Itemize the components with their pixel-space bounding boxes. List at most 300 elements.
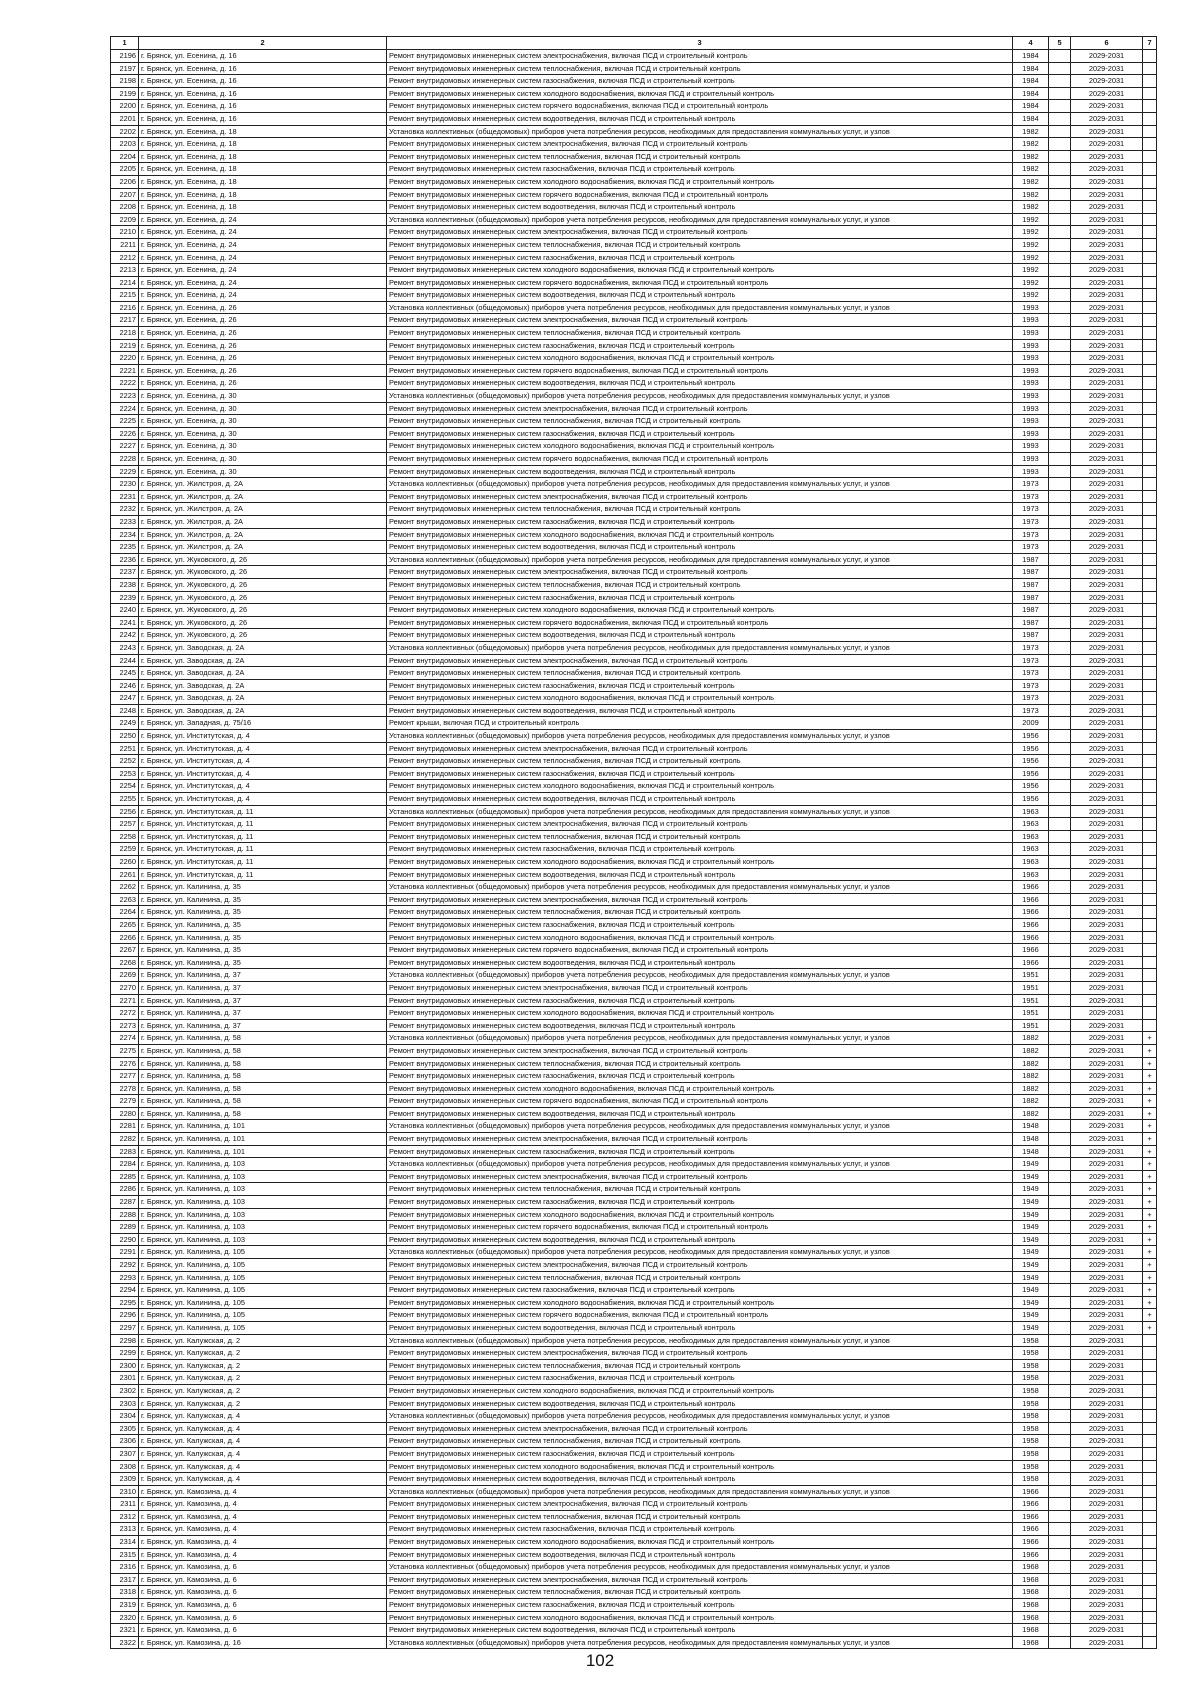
- work-type-cell: Ремонт внутридомовых инженерных систем холодного водоснабжения, включая ПСД и строительный контроль: [387, 856, 1013, 869]
- period-cell: 2029-2031: [1071, 163, 1143, 176]
- col-5-cell: [1049, 944, 1071, 957]
- period-cell: 2029-2031: [1071, 75, 1143, 88]
- row-number-cell: 2230: [111, 478, 139, 491]
- table-row: [111, 1057, 1157, 1070]
- work-type-cell: Ремонт внутридомовых инженерных систем газоснабжения, включая ПСД и строительный контроль: [387, 1145, 1013, 1158]
- address-cell: г. Брянск, ул. Есенина, д. 26: [139, 339, 387, 352]
- address-cell: г. Брянск, ул. Есенина, д. 18: [139, 138, 387, 151]
- table-row: [111, 1271, 1157, 1284]
- period-cell: 2029-2031: [1071, 931, 1143, 944]
- header-col-1: 1: [111, 37, 139, 50]
- period-cell: 2029-2031: [1071, 1208, 1143, 1221]
- row-number-cell: 2248: [111, 704, 139, 717]
- col-5-cell: [1049, 364, 1071, 377]
- row-number-cell: 2225: [111, 415, 139, 428]
- work-type-cell: Ремонт внутридомовых инженерных систем холодного водоснабжения, включая ПСД и строительный контроль: [387, 604, 1013, 617]
- col-5-cell: [1049, 415, 1071, 428]
- table-row: [111, 1208, 1157, 1221]
- build-year-cell: 1949: [1013, 1259, 1049, 1272]
- address-cell: г. Брянск, ул. Жилстроя, д. 2А: [139, 503, 387, 516]
- work-type-cell: Ремонт внутридомовых инженерных систем водоотведения, включая ПСД и строительный контроль: [387, 201, 1013, 214]
- period-cell: 2029-2031: [1071, 1057, 1143, 1070]
- period-cell: 2029-2031: [1071, 1599, 1143, 1612]
- build-year-cell: 1948: [1013, 1133, 1049, 1146]
- build-year-cell: 1963: [1013, 843, 1049, 856]
- build-year-cell: 1882: [1013, 1057, 1049, 1070]
- table-row: [111, 704, 1157, 717]
- table-row: [111, 767, 1157, 780]
- build-year-cell: 1949: [1013, 1208, 1049, 1221]
- build-year-cell: 1958: [1013, 1359, 1049, 1372]
- row-number-cell: 2288: [111, 1208, 139, 1221]
- build-year-cell: 1966: [1013, 1498, 1049, 1511]
- period-cell: 2029-2031: [1071, 390, 1143, 403]
- table-row: [111, 679, 1157, 692]
- flag-cell: [1143, 780, 1157, 793]
- work-type-cell: Ремонт внутридомовых инженерных систем теплоснабжения, включая ПСД и строительный контроль: [387, 830, 1013, 843]
- col-5-cell: [1049, 918, 1071, 931]
- work-type-cell: Ремонт внутридомовых инженерных систем холодного водоснабжения, включая ПСД и строительный контроль: [387, 87, 1013, 100]
- row-number-cell: 2251: [111, 742, 139, 755]
- build-year-cell: 1973: [1013, 654, 1049, 667]
- flag-cell: [1143, 440, 1157, 453]
- work-type-cell: Ремонт внутридомовых инженерных систем горячего водоснабжения, включая ПСД и строительный контроль: [387, 1221, 1013, 1234]
- page-number: 102: [585, 1651, 615, 1670]
- work-type-cell: Ремонт внутридомовых инженерных систем электроснабжения, включая ПСД и строительный контроль: [387, 1170, 1013, 1183]
- build-year-cell: 1992: [1013, 251, 1049, 264]
- build-year-cell: 1951: [1013, 981, 1049, 994]
- build-year-cell: 1984: [1013, 62, 1049, 75]
- flag-cell: +: [1143, 1183, 1157, 1196]
- work-type-cell: Ремонт внутридомовых инженерных систем водоотведения, включая ПСД и строительный контроль: [387, 1548, 1013, 1561]
- row-number-cell: 2268: [111, 956, 139, 969]
- col-5-cell: [1049, 528, 1071, 541]
- flag-cell: [1143, 1611, 1157, 1624]
- work-type-cell: Ремонт внутридомовых инженерных систем газоснабжения, включая ПСД и строительный контроль: [387, 427, 1013, 440]
- table-row: [111, 238, 1157, 251]
- row-number-cell: 2320: [111, 1611, 139, 1624]
- build-year-cell: 1949: [1013, 1321, 1049, 1334]
- row-number-cell: 2227: [111, 440, 139, 453]
- col-5-cell: [1049, 893, 1071, 906]
- build-year-cell: 1966: [1013, 944, 1049, 957]
- row-number-cell: 2321: [111, 1624, 139, 1637]
- table-row: [111, 528, 1157, 541]
- row-number-cell: 2242: [111, 629, 139, 642]
- col-5-cell: [1049, 1611, 1071, 1624]
- table-row: [111, 1498, 1157, 1511]
- table-row: [111, 1573, 1157, 1586]
- row-number-cell: 2245: [111, 667, 139, 680]
- row-number-cell: 2319: [111, 1599, 139, 1612]
- table-row: [111, 1246, 1157, 1259]
- row-number-cell: 2286: [111, 1183, 139, 1196]
- period-cell: 2029-2031: [1071, 704, 1143, 717]
- table-row: [111, 1561, 1157, 1574]
- work-type-cell: Ремонт внутридомовых инженерных систем водоотведения, включая ПСД и строительный контроль: [387, 1473, 1013, 1486]
- period-cell: 2029-2031: [1071, 402, 1143, 415]
- col-5-cell: [1049, 1510, 1071, 1523]
- address-cell: г. Брянск, ул. Есенина, д. 24: [139, 264, 387, 277]
- build-year-cell: 1968: [1013, 1573, 1049, 1586]
- table-row: [111, 805, 1157, 818]
- row-number-cell: 2224: [111, 402, 139, 415]
- work-type-cell: Ремонт внутридомовых инженерных систем водоотведения, включая ПСД и строительный контроль: [387, 956, 1013, 969]
- flag-cell: [1143, 264, 1157, 277]
- flag-cell: [1143, 112, 1157, 125]
- address-cell: г. Брянск, ул. Институтская, д. 4: [139, 730, 387, 743]
- table-row: [111, 1032, 1157, 1045]
- flag-cell: [1143, 654, 1157, 667]
- col-5-cell: [1049, 981, 1071, 994]
- flag-cell: [1143, 1473, 1157, 1486]
- table-row: [111, 1120, 1157, 1133]
- flag-cell: [1143, 364, 1157, 377]
- col-5-cell: [1049, 780, 1071, 793]
- period-cell: 2029-2031: [1071, 566, 1143, 579]
- flag-cell: [1143, 704, 1157, 717]
- flag-cell: +: [1143, 1032, 1157, 1045]
- table-row: [111, 541, 1157, 554]
- period-cell: 2029-2031: [1071, 364, 1143, 377]
- work-type-cell: Ремонт внутридомовых инженерных систем газоснабжения, включая ПСД и строительный контроль: [387, 1372, 1013, 1385]
- address-cell: г. Брянск, ул. Калинина, д. 35: [139, 881, 387, 894]
- col-5-cell: [1049, 931, 1071, 944]
- build-year-cell: 1987: [1013, 553, 1049, 566]
- table-row: [111, 755, 1157, 768]
- work-type-cell: Ремонт внутридомовых инженерных систем теплоснабжения, включая ПСД и строительный контроль: [387, 503, 1013, 516]
- work-type-cell: Ремонт внутридомовых инженерных систем электроснабжения, включая ПСД и строительный контроль: [387, 981, 1013, 994]
- table-row: [111, 1435, 1157, 1448]
- flag-cell: [1143, 856, 1157, 869]
- row-number-cell: 2202: [111, 125, 139, 138]
- col-5-cell: [1049, 1309, 1071, 1322]
- address-cell: г. Брянск, ул. Камозина, д. 4: [139, 1523, 387, 1536]
- row-number-cell: 2259: [111, 843, 139, 856]
- header-col-2: 2: [139, 37, 387, 50]
- table-row: [111, 906, 1157, 919]
- address-cell: г. Брянск, ул. Институтская, д. 4: [139, 755, 387, 768]
- address-cell: г. Брянск, ул. Заводская, д. 2А: [139, 641, 387, 654]
- work-type-cell: Ремонт внутридомовых инженерных систем электроснабжения, включая ПСД и строительный контроль: [387, 566, 1013, 579]
- period-cell: 2029-2031: [1071, 1082, 1143, 1095]
- col-5-cell: [1049, 125, 1071, 138]
- address-cell: г. Брянск, ул. Калинина, д. 103: [139, 1158, 387, 1171]
- table-row: [111, 453, 1157, 466]
- row-number-cell: 2226: [111, 427, 139, 440]
- col-5-cell: [1049, 427, 1071, 440]
- address-cell: г. Брянск, ул. Калужская, д. 2: [139, 1347, 387, 1360]
- flag-cell: [1143, 541, 1157, 554]
- work-type-cell: Ремонт внутридомовых инженерных систем электроснабжения, включая ПСД и строительный контроль: [387, 1044, 1013, 1057]
- address-cell: г. Брянск, ул. Калинина, д. 35: [139, 893, 387, 906]
- col-5-cell: [1049, 213, 1071, 226]
- work-type-cell: Ремонт внутридомовых инженерных систем водоотведения, включая ПСД и строительный контроль: [387, 112, 1013, 125]
- col-5-cell: [1049, 755, 1071, 768]
- period-cell: 2029-2031: [1071, 1259, 1143, 1272]
- row-number-cell: 2303: [111, 1397, 139, 1410]
- build-year-cell: 1956: [1013, 742, 1049, 755]
- flag-cell: [1143, 201, 1157, 214]
- work-type-cell: Ремонт внутридомовых инженерных систем горячего водоснабжения, включая ПСД и строительный контроль: [387, 188, 1013, 201]
- work-type-cell: Ремонт внутридомовых инженерных систем теплоснабжения, включая ПСД и строительный контроль: [387, 578, 1013, 591]
- period-cell: 2029-2031: [1071, 339, 1143, 352]
- flag-cell: [1143, 50, 1157, 63]
- build-year-cell: 1968: [1013, 1636, 1049, 1649]
- work-type-cell: Ремонт внутридомовых инженерных систем газоснабжения, включая ПСД и строительный контроль: [387, 1196, 1013, 1209]
- flag-cell: +: [1143, 1284, 1157, 1297]
- build-year-cell: 1968: [1013, 1611, 1049, 1624]
- work-type-cell: Ремонт внутридомовых инженерных систем газоснабжения, включая ПСД и строительный контроль: [387, 1070, 1013, 1083]
- build-year-cell: 1949: [1013, 1233, 1049, 1246]
- period-cell: 2029-2031: [1071, 616, 1143, 629]
- work-type-cell: Ремонт внутридомовых инженерных систем водоотведения, включая ПСД и строительный контроль: [387, 289, 1013, 302]
- col-5-cell: [1049, 1284, 1071, 1297]
- row-number-cell: 2252: [111, 755, 139, 768]
- work-type-cell: Ремонт внутридомовых инженерных систем газоснабжения, включая ПСД и строительный контроль: [387, 994, 1013, 1007]
- address-cell: г. Брянск, ул. Жуковского, д. 26: [139, 629, 387, 642]
- work-type-cell: Ремонт внутридомовых инженерных систем теплоснабжения, включая ПСД и строительный контроль: [387, 238, 1013, 251]
- table-row: [111, 276, 1157, 289]
- build-year-cell: 1966: [1013, 918, 1049, 931]
- col-5-cell: [1049, 150, 1071, 163]
- address-cell: г. Брянск, ул. Калинина, д. 58: [139, 1070, 387, 1083]
- address-cell: г. Брянск, ул. Есенина, д. 18: [139, 175, 387, 188]
- row-number-cell: 2306: [111, 1435, 139, 1448]
- col-5-cell: [1049, 616, 1071, 629]
- address-cell: г. Брянск, ул. Камозина, д. 4: [139, 1498, 387, 1511]
- work-type-cell: Ремонт внутридомовых инженерных систем электроснабжения, включая ПСД и строительный контроль: [387, 818, 1013, 831]
- flag-cell: [1143, 226, 1157, 239]
- period-cell: 2029-2031: [1071, 1410, 1143, 1423]
- table-row: [111, 427, 1157, 440]
- build-year-cell: 1968: [1013, 1599, 1049, 1612]
- flag-cell: [1143, 352, 1157, 365]
- row-number-cell: 2239: [111, 591, 139, 604]
- table-row: [111, 1359, 1157, 1372]
- work-type-cell: Установка коллективных (общедомовых) приборов учета потребления ресурсов, необходимых для предоставления коммунальных услуг, и узлов: [387, 881, 1013, 894]
- col-5-cell: [1049, 1485, 1071, 1498]
- flag-cell: [1143, 415, 1157, 428]
- register-table-container: [110, 36, 1156, 1649]
- row-number-cell: 2295: [111, 1296, 139, 1309]
- table-row: [111, 969, 1157, 982]
- period-cell: 2029-2031: [1071, 301, 1143, 314]
- period-cell: 2029-2031: [1071, 730, 1143, 743]
- period-cell: 2029-2031: [1071, 1095, 1143, 1108]
- build-year-cell: 1963: [1013, 818, 1049, 831]
- flag-cell: [1143, 604, 1157, 617]
- build-year-cell: 1992: [1013, 226, 1049, 239]
- col-5-cell: [1049, 1259, 1071, 1272]
- col-5-cell: [1049, 339, 1071, 352]
- row-number-cell: 2274: [111, 1032, 139, 1045]
- col-5-cell: [1049, 730, 1071, 743]
- address-cell: г. Брянск, ул. Калужская, д. 4: [139, 1422, 387, 1435]
- flag-cell: +: [1143, 1170, 1157, 1183]
- build-year-cell: 1956: [1013, 793, 1049, 806]
- col-5-cell: [1049, 629, 1071, 642]
- work-type-cell: Установка коллективных (общедомовых) приборов учета потребления ресурсов, необходимых для предоставления коммунальных услуг, и узлов: [387, 1636, 1013, 1649]
- flag-cell: [1143, 327, 1157, 340]
- col-5-cell: [1049, 830, 1071, 843]
- build-year-cell: 1949: [1013, 1183, 1049, 1196]
- table-row: [111, 1145, 1157, 1158]
- flag-cell: [1143, 591, 1157, 604]
- period-cell: 2029-2031: [1071, 1158, 1143, 1171]
- row-number-cell: 2269: [111, 969, 139, 982]
- table-row: [111, 1347, 1157, 1360]
- table-row: [111, 981, 1157, 994]
- table-row: [111, 1611, 1157, 1624]
- build-year-cell: 1956: [1013, 767, 1049, 780]
- col-5-cell: [1049, 1107, 1071, 1120]
- col-5-cell: [1049, 1133, 1071, 1146]
- col-5-cell: [1049, 138, 1071, 151]
- row-number-cell: 2300: [111, 1359, 139, 1372]
- table-row: [111, 1473, 1157, 1486]
- work-type-cell: Ремонт внутридомовых инженерных систем теплоснабжения, включая ПСД и строительный контроль: [387, 667, 1013, 680]
- flag-cell: [1143, 188, 1157, 201]
- table-row: [111, 629, 1157, 642]
- address-cell: г. Брянск, ул. Заводская, д. 2А: [139, 667, 387, 680]
- flag-cell: [1143, 1548, 1157, 1561]
- row-number-cell: 2285: [111, 1170, 139, 1183]
- col-5-cell: [1049, 1044, 1071, 1057]
- build-year-cell: 1882: [1013, 1032, 1049, 1045]
- table-row: [111, 1523, 1157, 1536]
- address-cell: г. Брянск, ул. Калинина, д. 105: [139, 1246, 387, 1259]
- col-5-cell: [1049, 314, 1071, 327]
- col-5-cell: [1049, 818, 1071, 831]
- period-cell: 2029-2031: [1071, 314, 1143, 327]
- flag-cell: [1143, 553, 1157, 566]
- period-cell: 2029-2031: [1071, 1561, 1143, 1574]
- build-year-cell: 1982: [1013, 125, 1049, 138]
- address-cell: г. Брянск, ул. Калинина, д. 35: [139, 931, 387, 944]
- work-type-cell: Ремонт внутридомовых инженерных систем холодного водоснабжения, включая ПСД и строительный контроль: [387, 692, 1013, 705]
- address-cell: г. Брянск, ул. Калинина, д. 37: [139, 1019, 387, 1032]
- table-row: [111, 264, 1157, 277]
- address-cell: г. Брянск, ул. Камозина, д. 6: [139, 1561, 387, 1574]
- row-number-cell: 2216: [111, 301, 139, 314]
- flag-cell: [1143, 1435, 1157, 1448]
- col-5-cell: [1049, 1460, 1071, 1473]
- work-type-cell: Ремонт внутридомовых инженерных систем холодного водоснабжения, включая ПСД и строительный контроль: [387, 440, 1013, 453]
- build-year-cell: 2009: [1013, 717, 1049, 730]
- flag-cell: [1143, 969, 1157, 982]
- build-year-cell: 1993: [1013, 402, 1049, 415]
- col-5-cell: [1049, 679, 1071, 692]
- period-cell: 2029-2031: [1071, 1586, 1143, 1599]
- table-row: [111, 1107, 1157, 1120]
- address-cell: г. Брянск, ул. Калинина, д. 103: [139, 1170, 387, 1183]
- build-year-cell: 1951: [1013, 1007, 1049, 1020]
- col-5-cell: [1049, 163, 1071, 176]
- address-cell: г. Брянск, ул. Калинина, д. 58: [139, 1032, 387, 1045]
- address-cell: г. Брянск, ул. Есенина, д. 30: [139, 440, 387, 453]
- table-row: [111, 465, 1157, 478]
- row-number-cell: 2294: [111, 1284, 139, 1297]
- period-cell: 2029-2031: [1071, 981, 1143, 994]
- col-5-cell: [1049, 692, 1071, 705]
- col-5-cell: [1049, 1573, 1071, 1586]
- table-row: [111, 654, 1157, 667]
- table-row: [111, 1372, 1157, 1385]
- table-row: [111, 390, 1157, 403]
- row-number-cell: 2238: [111, 578, 139, 591]
- flag-cell: [1143, 893, 1157, 906]
- work-type-cell: Ремонт внутридомовых инженерных систем электроснабжения, включая ПСД и строительный контроль: [387, 226, 1013, 239]
- row-number-cell: 2280: [111, 1107, 139, 1120]
- row-number-cell: 2290: [111, 1233, 139, 1246]
- col-5-cell: [1049, 969, 1071, 982]
- col-5-cell: [1049, 1372, 1071, 1385]
- row-number-cell: 2278: [111, 1082, 139, 1095]
- flag-cell: [1143, 843, 1157, 856]
- table-row: [111, 1196, 1157, 1209]
- flag-cell: [1143, 692, 1157, 705]
- table-row: [111, 478, 1157, 491]
- table-row: [111, 1624, 1157, 1637]
- row-number-cell: 2209: [111, 213, 139, 226]
- work-type-cell: Установка коллективных (общедомовых) приборов учета потребления ресурсов, необходимых для предоставления коммунальных услуг, и узлов: [387, 805, 1013, 818]
- address-cell: г. Брянск, ул. Есенина, д. 16: [139, 112, 387, 125]
- build-year-cell: 1984: [1013, 50, 1049, 63]
- address-cell: г. Брянск, ул. Калинина, д. 103: [139, 1233, 387, 1246]
- work-type-cell: Ремонт внутридомовых инженерных систем электроснабжения, включая ПСД и строительный контроль: [387, 893, 1013, 906]
- address-cell: г. Брянск, ул. Есенина, д. 26: [139, 364, 387, 377]
- work-type-cell: Ремонт внутридомовых инженерных систем водоотведения, включая ПСД и строительный контроль: [387, 541, 1013, 554]
- work-type-cell: Ремонт внутридомовых инженерных систем водоотведения, включая ПСД и строительный контроль: [387, 1624, 1013, 1637]
- col-5-cell: [1049, 1410, 1071, 1423]
- table-row: [111, 100, 1157, 113]
- work-type-cell: Ремонт внутридомовых инженерных систем электроснабжения, включая ПСД и строительный контроль: [387, 1498, 1013, 1511]
- period-cell: 2029-2031: [1071, 377, 1143, 390]
- work-type-cell: Ремонт внутридомовых инженерных систем теплоснабжения, включая ПСД и строительный контроль: [387, 755, 1013, 768]
- work-type-cell: Ремонт внутридомовых инженерных систем холодного водоснабжения, включая ПСД и строительный контроль: [387, 264, 1013, 277]
- build-year-cell: 1982: [1013, 175, 1049, 188]
- flag-cell: [1143, 427, 1157, 440]
- period-cell: 2029-2031: [1071, 1510, 1143, 1523]
- col-5-cell: [1049, 276, 1071, 289]
- work-type-cell: Ремонт внутридомовых инженерных систем электроснабжения, включая ПСД и строительный контроль: [387, 138, 1013, 151]
- build-year-cell: 1966: [1013, 1485, 1049, 1498]
- col-5-cell: [1049, 1523, 1071, 1536]
- build-year-cell: 1993: [1013, 465, 1049, 478]
- row-number-cell: 2264: [111, 906, 139, 919]
- build-year-cell: 1948: [1013, 1145, 1049, 1158]
- row-number-cell: 2210: [111, 226, 139, 239]
- build-year-cell: 1949: [1013, 1196, 1049, 1209]
- address-cell: г. Брянск, ул. Институтская, д. 11: [139, 856, 387, 869]
- address-cell: г. Брянск, ул. Институтская, д. 4: [139, 793, 387, 806]
- flag-cell: [1143, 289, 1157, 302]
- table-row: [111, 402, 1157, 415]
- row-number-cell: 2228: [111, 453, 139, 466]
- flag-cell: [1143, 793, 1157, 806]
- table-row: [111, 1334, 1157, 1347]
- work-type-cell: Установка коллективных (общедомовых) приборов учета потребления ресурсов, необходимых для предоставления коммунальных услуг, и узлов: [387, 301, 1013, 314]
- build-year-cell: 1963: [1013, 868, 1049, 881]
- period-cell: 2029-2031: [1071, 805, 1143, 818]
- address-cell: г. Брянск, ул. Есенина, д. 30: [139, 427, 387, 440]
- period-cell: 2029-2031: [1071, 780, 1143, 793]
- col-5-cell: [1049, 1586, 1071, 1599]
- period-cell: 2029-2031: [1071, 1196, 1143, 1209]
- address-cell: г. Брянск, ул. Камозина, д. 4: [139, 1485, 387, 1498]
- table-row: [111, 566, 1157, 579]
